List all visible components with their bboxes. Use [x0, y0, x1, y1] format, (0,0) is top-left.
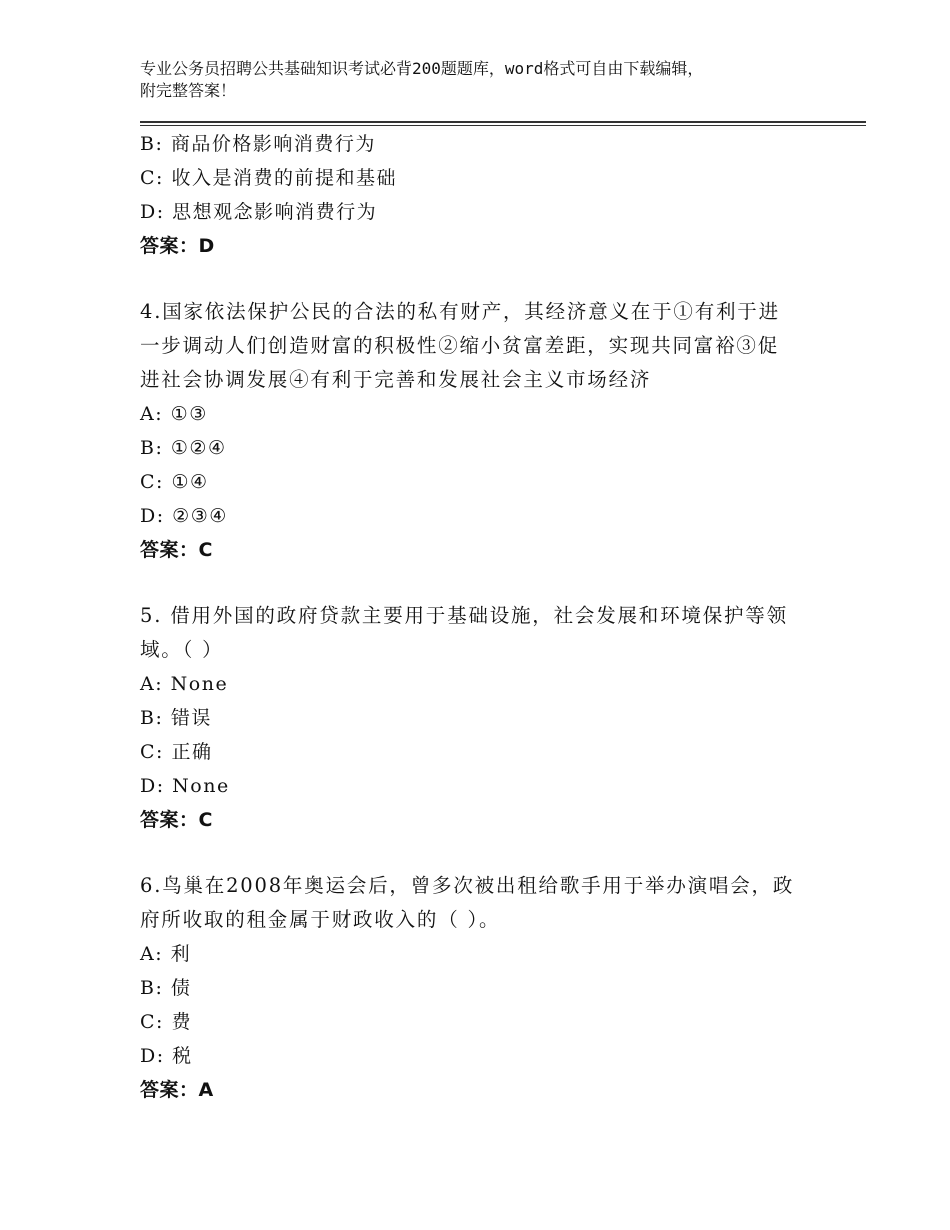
- header-title-line-2: 附完整答案！: [140, 81, 237, 100]
- answer-line: 答案：A: [140, 1079, 214, 1101]
- option-line: C: ①④: [140, 471, 209, 493]
- question-stem-line: 进社会协调发展④有利于完善和发展社会主义市场经济: [140, 368, 652, 391]
- option-line: A: None: [140, 673, 229, 695]
- question-stem-line: 6.鸟巢在2008年奥运会后，曾多次被出租给歌手用于举办演唱会，政: [140, 874, 795, 897]
- option-line: D: 思想观念影响消费行为: [140, 201, 378, 223]
- question-stem-line: 一步调动人们创造财富的积极性②缩小贫富差距，实现共同富裕③促: [140, 334, 780, 357]
- option-line: D: ②③④: [140, 505, 228, 527]
- option-line: A: 利: [140, 943, 192, 965]
- question-4: [140, 295, 840, 567]
- question-stem-line: 府所收取的租金属于财政收入的（ ）。: [140, 908, 501, 931]
- option-line: B: 错误: [140, 707, 212, 729]
- option-line: D: None: [140, 775, 230, 797]
- question-stem-line: 域。（ ）: [140, 638, 224, 661]
- answer-line: 答案：C: [140, 539, 213, 561]
- answer-line: 答案：D: [140, 235, 215, 257]
- header-rule-thin: [140, 125, 866, 126]
- question-3-continuation: [140, 127, 840, 263]
- option-line: A: ①③: [140, 403, 208, 425]
- question-6: [140, 869, 840, 1107]
- option-line: B: ①②④: [140, 437, 227, 459]
- header-title-line-1: 专业公务员招聘公共基础知识考试必背200题题库，word格式可自由下载编辑，: [140, 59, 704, 78]
- option-line: C: 费: [140, 1011, 192, 1033]
- option-line: C: 正确: [140, 741, 213, 763]
- option-line: B: 商品价格影响消费行为: [140, 133, 376, 155]
- option-line: C: 收入是消费的前提和基础: [140, 167, 397, 189]
- option-line: D: 税: [140, 1045, 193, 1067]
- answer-line: 答案：C: [140, 809, 213, 831]
- question-content: [140, 127, 840, 1107]
- page-header: [140, 58, 840, 102]
- option-line: B: 债: [140, 977, 192, 999]
- question-stem-line: 5. 借用外国的政府贷款主要用于基础设施，社会发展和环境保护等领: [140, 604, 788, 627]
- question-5: [140, 599, 840, 837]
- question-stem-line: 4.国家依法保护公民的合法的私有财产，其经济意义在于①有利于进: [140, 300, 780, 323]
- header-rule-thick: [140, 121, 866, 123]
